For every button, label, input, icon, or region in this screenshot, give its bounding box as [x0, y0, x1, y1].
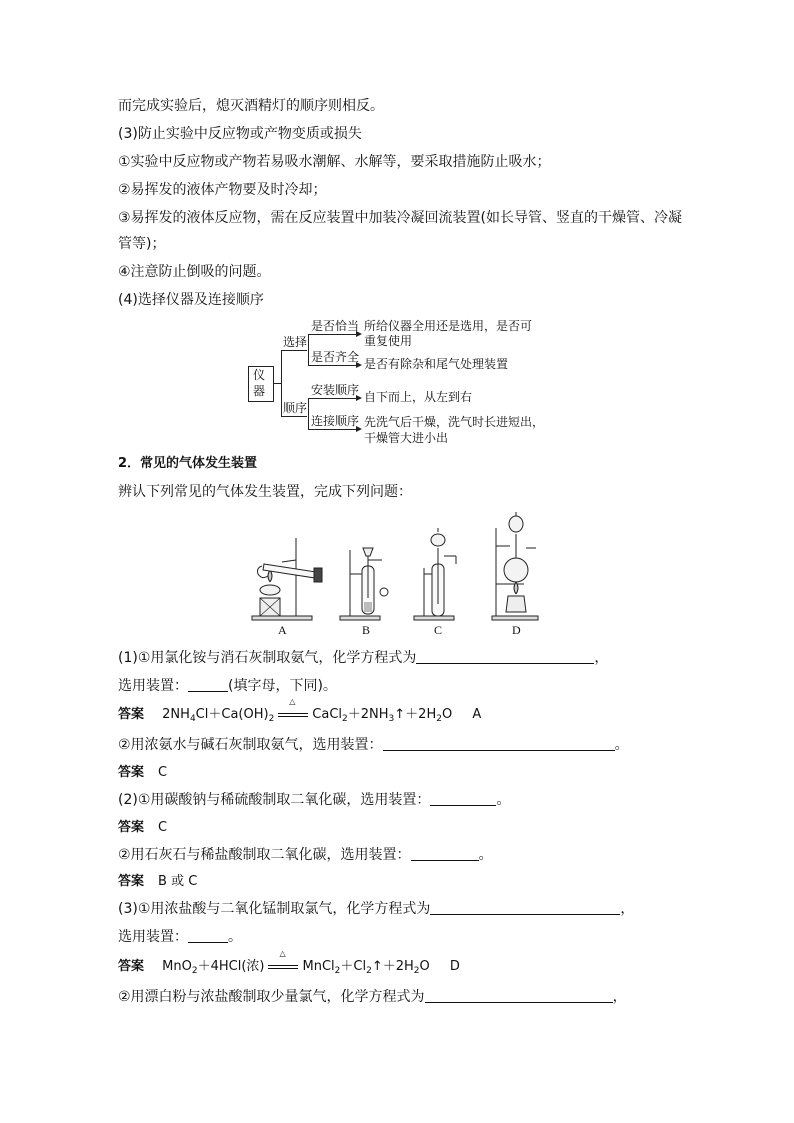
apparatus-label-c: C	[434, 623, 443, 637]
heat-equals-sign: △	[278, 708, 308, 722]
answer-1-1: 答案 $2NH_4Cl+Ca(OH)_2$ △ $CaCl_2+2NH_3↑+2H_2O$ A	[118, 696, 482, 724]
question-3-1: (3)①用浓盐酸与二氧化锰制取氯气，化学方程式为 ，	[118, 901, 635, 917]
apparatus-a-drawing	[252, 538, 322, 620]
tree-desc-connect-order: 先洗气后干燥，洗气时长进短出，	[364, 415, 545, 429]
apparatus-label-a: A	[278, 623, 287, 637]
question-1-2: ②用浓氨水与碱石灰制取氨气，选用装置： 。	[118, 737, 629, 753]
answer-blank[interactable]	[430, 900, 620, 915]
answer-blank[interactable]	[430, 791, 496, 806]
paragraph: ④注意防止倒吸的问题。	[118, 264, 271, 280]
question-2-2: ②用石灰石与稀盐酸制取二氧化碳，选用装置： 。	[118, 847, 493, 863]
paragraph: ②易挥发的液体产物要及时冷却；	[118, 182, 327, 198]
answer-blank[interactable]	[425, 988, 613, 1003]
apparatus-c-drawing	[414, 528, 456, 620]
tree-root-label: 仪器	[253, 368, 266, 398]
paragraph: 管等)；	[118, 236, 166, 252]
answer-2-2: 答案 B 或 C	[118, 874, 198, 889]
tree-desc-appropriate-cont: 重复使用	[364, 334, 413, 348]
apparatus-figure	[244, 508, 544, 640]
question-3-2: ②用漂白粉与浓盐酸制取少量氯气，化学方程式为 ，	[118, 989, 627, 1005]
tree-desc-appropriate: 所给仪器全用还是选用，是否可	[364, 319, 533, 333]
answer-1-2: 答案 C	[118, 765, 168, 780]
answer-2-1: 答案 C	[118, 820, 168, 835]
tree-item-connect-order: 连接顺序	[311, 414, 360, 428]
question-2-1: (2)①用碳酸钠与稀硫酸制取二氧化碳，选用装置： 。	[118, 792, 511, 808]
answer-blank[interactable]	[411, 846, 479, 861]
tree-branch-select: 选择	[283, 335, 308, 349]
answer-blank[interactable]	[188, 928, 228, 943]
tree-item-appropriate: 是否恰当	[311, 319, 360, 333]
apparatus-label-d: D	[512, 623, 521, 637]
apparatus-label-b: B	[362, 623, 371, 637]
question-3-1-select: 选用装置： 。	[118, 929, 242, 945]
tree-desc-complete: 是否有除杂和尾气处理装置	[364, 357, 509, 371]
paragraph: ①实验中反应物或产物若易吸水潮解、水解等，要采取措施防止吸水；	[118, 154, 551, 170]
paragraph: ③易挥发的液体反应物，需在反应装置中加装冷凝回流装置(如长导管、竖直的干燥管、冷凝	[118, 210, 683, 226]
answer-3-1: 答案 MnO$_2$＋4HCl(浓) △ $MnCl_2+Cl_2↑+2H_2O$ D	[118, 948, 460, 976]
tree-branch-order: 顺序	[283, 401, 308, 415]
section-title: 2．常见的气体发生装置	[118, 456, 258, 471]
question-1-1: (1)①用氯化铵与消石灰制取氨气，化学方程式为 ，	[118, 650, 609, 666]
equation-2: MnO$_2$＋4HCl(浓) △ $MnCl_2+Cl_2↑+2H_2O$	[162, 948, 430, 976]
paragraph: (4)选择仪器及连接顺序	[118, 292, 264, 308]
section-intro: 辨认下列常见的气体发生装置，完成下列问题：	[118, 484, 412, 500]
question-1-1-select: 选用装置： (填字母，下同)。	[118, 678, 337, 694]
tree-item-complete: 是否齐全	[311, 350, 360, 364]
tree-item-install-order: 安装顺序	[311, 383, 360, 397]
apparatus-b-drawing	[340, 548, 388, 620]
paragraph: 而完成实验后，熄灭酒精灯的顺序则相反。	[118, 98, 384, 114]
heat-equals-sign: △	[268, 960, 298, 974]
apparatus-d-drawing	[492, 512, 538, 620]
tree-desc-connect-order-cont: 干燥管大进小出	[364, 431, 449, 445]
answer-blank[interactable]	[188, 677, 228, 692]
tree-desc-install-order: 自下而上，从左到右	[364, 390, 473, 404]
answer-blank[interactable]	[416, 649, 594, 664]
answer-blank[interactable]	[383, 736, 615, 751]
paragraph: (3)防止实验中反应物或产物变质或损失	[118, 126, 362, 142]
equation-1: $2NH_4Cl+Ca(OH)_2$ △ $CaCl_2+2NH_3↑+2H_2O$	[162, 696, 453, 724]
